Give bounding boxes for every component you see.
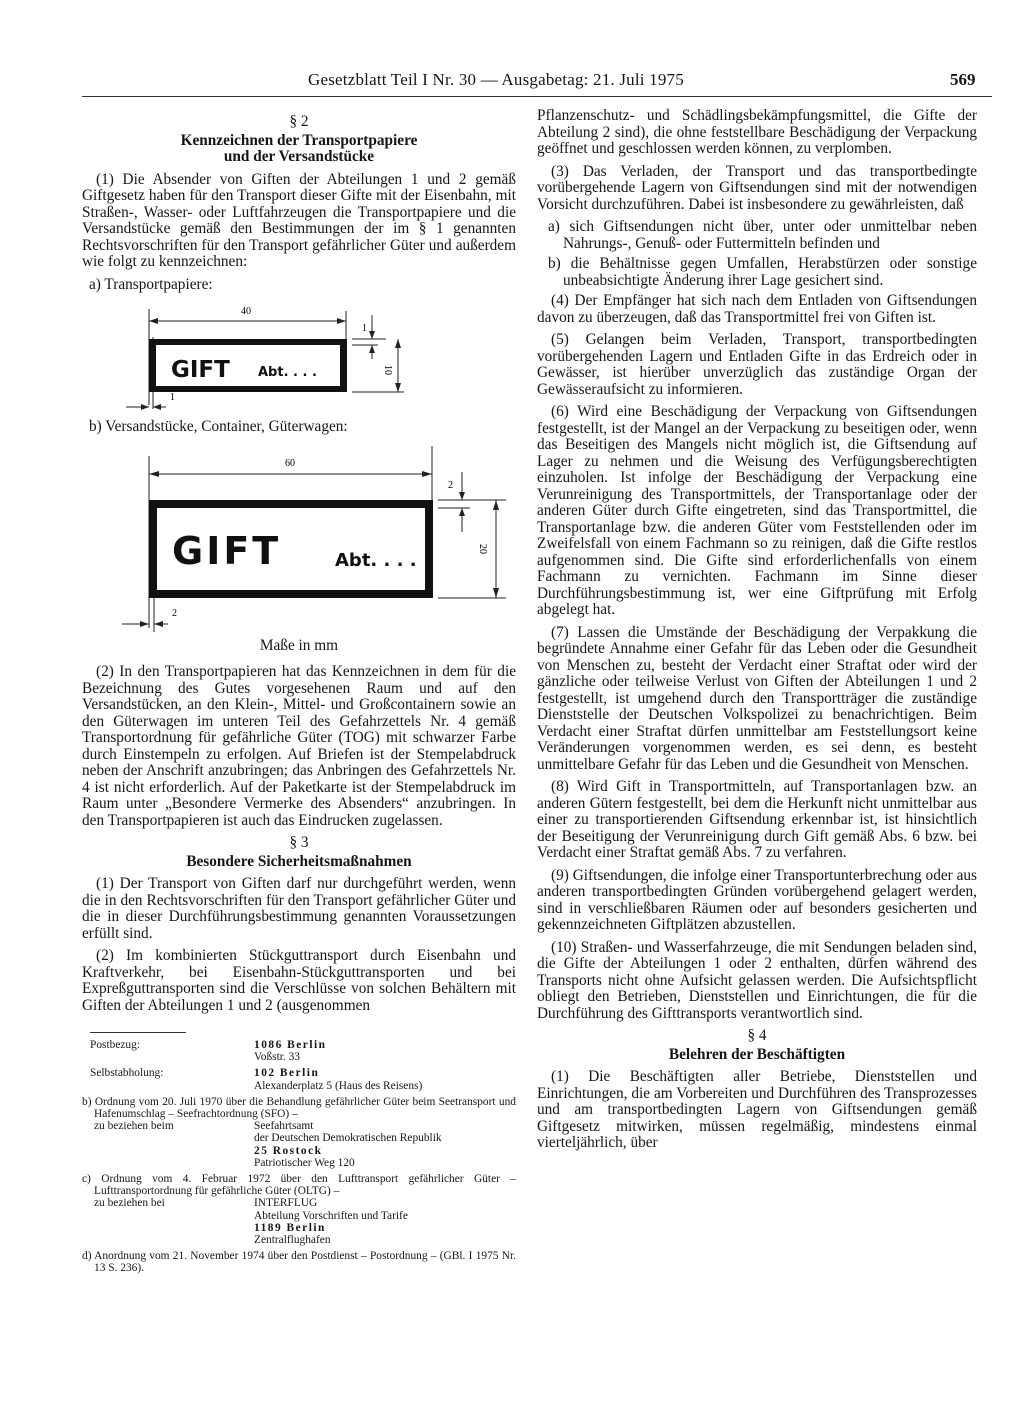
paragraph-3-6: (6) Wird eine Beschädigung der Verpackung von Giftsendungen festgestellt, ist der Mangel an der Verpackung zu beseitigen oder, wenn das Beseitigen des Mangels nicht möglich ist, die Giftsendung auf Lager zu nehmen und die Weisung des Verfügungsberechtigten einzuholen. Ist infolge der Beschädigung der Verpackung eine Verunreinigung des Transportmittels, der Transportanlage oder der anderen Güter durch Gifte eingetreten, sind das Transportmittel, die Transportanlage bzw. die anderen Güter vom Feststellenden oder im Zweifelsfall von einem Fachmann so zu reinigen, daß die Gifte restlos aufgenommen sind. Die Gifte sind erforderlichenfalls von einem Fachmann zu vernichten. Fachmann im Sinne dieser Durchführungsbestimmung ist, wer eine Giftprüfung mit Erfolg abgelegt hat. (537, 403, 977, 618)
fig-a-gift-text: GIFT (171, 357, 230, 383)
selbstabholung-street: Alexanderplatz 5 (Haus des Reisens) (254, 1079, 423, 1092)
figure-caption: Maße in mm (259, 636, 339, 654)
footnote-b (82, 1096, 516, 1169)
page-number: 569 (950, 70, 976, 89)
postbezug-label: Postbezug: (90, 1039, 140, 1051)
label-transport-papers: a) Transportpapiere: (89, 275, 213, 293)
right-column (537, 108, 977, 1158)
footnote-c-addr2: Abteilung Vorschriften und Tarife (254, 1209, 408, 1222)
section-2-heading (82, 133, 516, 166)
fig-b-width-dimension: 60 (285, 457, 295, 469)
section-4-heading: Belehren der Beschäftigten (668, 1045, 846, 1063)
section-2-heading-line1: Kennzeichnen der Transportpapiere (180, 131, 418, 149)
footnote-b-addr2: der Deutschen Demokratischen Republik (254, 1132, 442, 1145)
figure-b-drawing (82, 440, 516, 632)
figure-a-drawing (82, 297, 516, 413)
list-item-b: b) die Behältnisse gegen Umfallen, Herabstürzen oder sonstige unbeabsichtigte Änderung ihrer Lage gesichert sind. (548, 255, 977, 289)
paragraph-3-4: (4) Der Empfänger hat sich nach dem Entladen von Giftsendungen davon zu überzeugen, daß das Transportmittel frei von Giften ist. (537, 292, 977, 326)
fig-b-gift-text: GIFT (172, 528, 282, 573)
paragraph-2-2: (2) In den Transportpapieren hat das Kennzeichnen in dem für die Bezeichnung des Gutes vorgesehenen Raum und auf den Versandstücken, an den Klein-, Mittel- und Großcontainern sowie an den Güterwagen im unteren Teil des Gefahrzettels Nr. 4 gemäß Transportordnung für gefährliche Güter (TOG) mit schwarzer Farbe durch Einstempeln zu erfolgen. Auf Briefen ist der Stempelabdruck neben der Anschrift anzubringen; das Anbringen des Gefahrzettels Nr. 4 ist nicht erforderlich. Auf der Paketkarte ist der Stempelabdruck im Raum unter „Besondere Vermerke des Absenders“ anzubringen. In den Transportpapieren ist auch das Eindrucken zugelassen. (82, 663, 516, 829)
footnote-c-label: zu beziehen bei (94, 1197, 165, 1210)
paragraph-4-1: (1) Die Beschäftigten aller Betriebe, Dienststellen und Einrichtungen, die am Vorbereiten und Durchführen des Transprozesses und am transportbedingten Lagern von Giftsendungen gemäß Giftgesetz mitwirken, müssen regelmäßig, mindestens einmal vierteljährlich, über (537, 1068, 977, 1151)
section-2-number: § 2 (289, 113, 309, 130)
footnote-b-street: Patriotischer Weg 120 (254, 1156, 355, 1169)
selbstabholung-label: Selbstabholung: (90, 1067, 164, 1080)
paragraph-3-2: (2) Im kombinierten Stückguttransport durch Eisenbahn und Kraftverkehr, bei Eisenbahn-Stückguttransporten und bei Expreßguttransporten sind die Verschlüsse von solchen Behältern mit Giften der Abteilungen 1 und 2 (ausgenommen (82, 947, 516, 1014)
fig-b-top-dimension: 2 (448, 479, 453, 491)
paragraph-3-1: (1) Der Transport von Giften darf nur durchgeführt werden, wenn die in den Rechtsvorschriften für den Transport gefährlicher Güter und die in dieser Durchführungsbestimmung genannten Voraussetzungen erfüllt sind. (82, 875, 516, 942)
section-4-number: § 4 (747, 1027, 767, 1044)
footnote-c-addr1: INTERFLUG (254, 1197, 318, 1210)
postbezug-street: Voßstr. 33 (254, 1051, 300, 1064)
fig-a-abt-text: Abt. . . . (258, 365, 317, 380)
page-header (0, 72, 1024, 94)
left-column (82, 108, 516, 1279)
gazette-title: Gesetzblatt Teil I Nr. 30 — Ausgabetag: 21. Juli 1975 (308, 70, 684, 89)
fig-a-height-dimension: 10 (382, 365, 393, 375)
footnote-b-label: zu beziehen beim (94, 1120, 174, 1133)
section-3-number: § 3 (289, 834, 309, 851)
footnote-d-text: d) Anordnung vom 21. November 1974 über den Postdienst – Postordnung – (GBl. I 1975 Nr. 13 S. 236). (82, 1250, 516, 1275)
fig-a-side-dimension: 1 (170, 392, 175, 403)
footnote-selbstabholung (82, 1067, 516, 1091)
paragraph-2-1: (1) Die Absender von Giften der Abteilungen 1 und 2 gemäß Giftgesetz haben für den Transport dieser Gifte mit der Eisenbahn, mit Straßen-, Wasser- oder Luftfahrzeugen die Transportpapiere und die Versandstücke gemäß den Bestimmungen der im § 1 genannten Rechtsvorschriften für den Transport gefährlicher Güter und außerdem wie folgt zu kennzeichnen: (82, 170, 516, 270)
paragraph-3-2-continued: Pflanzenschutz- und Schädlingsbekämpfungsmittel, die Gifte der Abteilung 2 sind), die ohne feststellbare Beschädigung der Verpackung geöffnet und geschlossen werden können, zu verplomben. (537, 107, 977, 157)
footnote-d (82, 1250, 516, 1274)
footnote-c-street: Zentralflughafen (254, 1234, 331, 1247)
label-packages: b) Versandstücke, Container, Güterwagen: (89, 418, 348, 435)
footnote-separator (90, 1032, 186, 1033)
paragraph-3-9: (9) Giftsendungen, die infolge einer Transportunterbrechung oder aus anderen transportbedingten Gründen vorübergehend gelagert werden, sind in verschließbaren Räumen oder auf besonders gesicherten und gekennzeichneten Giftplätzen abzustellen. (537, 866, 977, 933)
footnote-b-city: 25 Rostock (254, 1144, 323, 1157)
footnote-c-city: 1189 Berlin (254, 1221, 326, 1234)
section-2-heading-line2: und der Versandstücke (223, 148, 375, 165)
paragraph-3-3: (3) Das Verladen, der Transport und das transportbedingte vorübergehende Lagern von Giftsendungen sind mit der notwendigen Vorsicht durchzuführen. Dabei ist insbesondere zu gewährleisten, daß (537, 162, 977, 213)
footnote-b-addr1: Seefahrtsamt (254, 1120, 314, 1133)
list-item-a: a) sich Giftsendungen nicht über, unter oder unmittelbar neben Nahrungs-, Genuß- oder Futtermitteln befinden und (548, 218, 977, 252)
paragraph-3-8: (8) Wird Gift in Transportmitteln, auf Transportanlagen bzw. an anderen Gütern festgestellt, bei dem die Herkunft nicht unmittelbar aus einer zu transportierenden Giftsendung erkennbar ist, ist hinsichtlich der Beseitigung der Verunreinigung durch Gift gemäß Abs. 6 bzw. bei Verdacht einer Straftat gemäß Abs. 7 zu verfahren. (537, 778, 977, 861)
fig-b-height-dimension: 20 (477, 543, 488, 554)
paragraph-3-10: (10) Straßen- und Wasserfahrzeuge, die mit Sendungen beladen sind, die Gifte der Abteilungen 1 oder 2 enthalten, dürfen während des Transports nicht ohne Aufsicht gelassen werden. Die Aufsichtspflicht obliegt den Betrieben, Dienststellen und Einrichtungen, die für die Durchführung des Gifttransports verantwortlich sind. (537, 938, 977, 1022)
footnote-c-text: c) Ordnung vom 4. Februar 1972 über den Lufttransport gefährlicher Güter – Lufttransportordnung für gefährliche Güter (OLTG) – (82, 1173, 516, 1198)
footnotes (82, 1039, 516, 1275)
fig-a-top-dimension: 1 (362, 323, 367, 334)
selbstabholung-city: 102 Berlin (254, 1067, 320, 1080)
footnote-postbezug (82, 1039, 516, 1063)
fig-b-abt-text: Abt. . . . (335, 549, 417, 571)
header-rule (82, 96, 992, 97)
section-3-heading: Besondere Sicherheitsmaßnahmen (186, 852, 412, 870)
fig-a-width-dimension: 40 (241, 306, 251, 317)
fig-b-side-dimension: 2 (172, 607, 177, 619)
footnote-c (82, 1173, 516, 1246)
figure-b-label-packages (82, 440, 516, 632)
paragraph-3-7: (7) Lassen die Umstände der Beschädigung der Verpakkung die begründete Annahme einer Gefahr für das Leben oder die Gesundheit von Menschen zu, besteht der Verdacht einer Straftat oder wird der gänzliche oder teilweise Verlust von Giften der Abteilungen 1 und 2 festgestellt, ist umgehend durch den Transportträger die zuständige Dienststelle der Deutschen Volkspolizei zu benachrichtigen. Beim Verdacht einer Straftat dürfen unmittelbar am Feststellungsort keine Veränderungen vorgenommen werden, es sei denn, es besteht unmittelbare Gefahr für das Leben und die Gesundheit von Menschen. (537, 623, 977, 773)
paragraph-3-5: (5) Gelangen beim Verladen, Transport, transportbedingten vorübergehenden Lagern und Entladen Gifte in das Erdreich oder in Gewässer, ist hierüber unverzüglich das zuständige Organ der Gewässeraufsicht zu informieren. (537, 331, 977, 398)
figure-a-label-transport-papers (82, 297, 516, 413)
footnote-b-text: b) Ordnung vom 20. Juli 1970 über die Behandlung gefährlicher Güter beim Seetransport und Hafenumschlag – Seefrachtordnung (SFO) – (82, 1095, 516, 1121)
postbezug-city: 1086 Berlin (254, 1039, 327, 1051)
